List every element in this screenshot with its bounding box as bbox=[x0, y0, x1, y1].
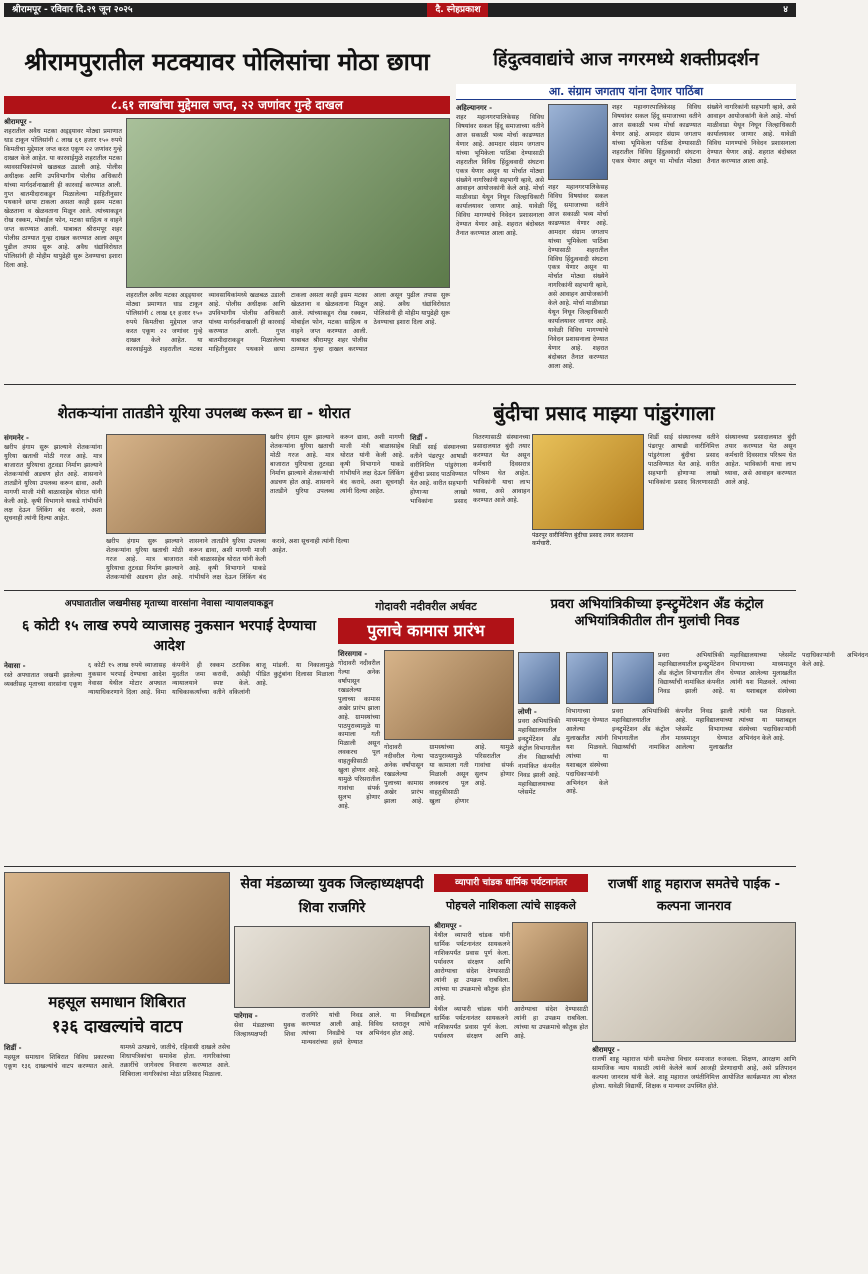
story9-photo bbox=[234, 926, 430, 1008]
story7-dateline: लोणी - bbox=[518, 708, 537, 716]
story9-headline: सेवा मंडळाच्या युवक जिल्हाध्यक्षपदी शिवा राजगिरे bbox=[240, 876, 424, 916]
story7-text-cont: प्रवरा अभियांत्रिकी महाविद्यालयातील इन्स्ट्रुमेंटेशन अँड कंट्रोल विभागातील तीन विद्यार्थ्यांची नामांकित कंपनीत निवड झाली आहे. महाविद्यालयाच्या प्लेसमेंट विभागाच्या माध्यमातून घेण्यात आलेल्या मुलाखतीत त्यांनी यश मिळवले. त्यांच्या या यशाबद्दल संस्थेच्या पदाधिकाऱ्यांनी अभिनंदन केले आहे. bbox=[612, 708, 796, 751]
story7-photo-student-3 bbox=[612, 652, 654, 704]
story10-dateline: श्रीरामपूर - bbox=[434, 922, 462, 930]
story3-photo bbox=[106, 434, 266, 534]
story4-body-right bbox=[648, 434, 796, 586]
story11-photo bbox=[592, 922, 796, 1042]
story2-text-mid: शहर महानगरपालिकेसह विविध विषयांवर सकल हिंदू समाजाच्या वतीने आज सकाळी भव्य मोर्चा काढण्यात येणार आहे. आमदार संग्राम जगताप यांच्या भूमिकेला पाठिंबा देण्यासाठी शहरातील विविध हिंदुत्ववादी संघटना एकत्र येणार असून या मोर्चात मोठ्या संख्येने नागरिकांनी सहभागी व्हावे, असे आवाहन आयोजकांनी केले आहे. मोर्चा माळीवाडा येथून निघून जिल्हाधिकारी कार्यालयावर जाणार आहे. यावेळी विविध मागण्यांचे निवेदन प्रशासनाला देण्यात येणार आहे. शहरात बंदोबस्त तैनात करण्यात आला आहे. bbox=[548, 184, 608, 370]
story1-headline: श्रीरामपुरातील मटक्यावर पोलिसांचा मोठा छापा bbox=[24, 48, 430, 76]
story10-text-cont: येथील व्यापारी चांडक यांनी धार्मिक पर्यटनानंतर सायकलने नाशिकपर्यंत प्रवास पूर्ण केला. पर्यावरण संरक्षण आणि आरोग्याचा संदेश देण्यासाठी त्यांनी हा उपक्रम राबविला. त्यांच्या या उपक्रमाचे कौतुक होत आहे. bbox=[434, 1006, 588, 1040]
story8-photo bbox=[4, 872, 230, 984]
story3-text-bottom: खरीप हंगाम सुरू झाल्याने शेतकऱ्यांना युरिया खताची मोठी गरज आहे. मात्र बाजारात युरियाचा तुटवडा निर्माण झाल्याने शेतकऱ्यांची अडचण होत आहे. शासनाने तातडीने युरिया उपलब्ध करून द्यावा, अशी मागणी माजी मंत्री बाळासाहेब थोरात यांनी केली आहे. कृषी विभागाने याकडे गांभीर्याने लक्ष देऊन लिंकिंग बंद करावे, अशा सूचनाही त्यांनी दिल्या आहेत. bbox=[106, 538, 350, 581]
story5-headline: ६ कोटी १५ लाख रुपये व्याजासह नुकसान भरपाई देण्याचा आदेश bbox=[21, 618, 317, 654]
story8-dateline: शिर्डी - bbox=[4, 1044, 22, 1052]
story1-body bbox=[4, 118, 122, 380]
story5-kicker: अपघातातील जखमीसह मृताच्या वारसांना नेवासा न्यायालयाकडून bbox=[64, 599, 274, 609]
story7-photo-student-1 bbox=[518, 652, 560, 704]
story6-headline: पुलाचे कामास प्रारंभ bbox=[338, 618, 514, 644]
story5-body bbox=[4, 662, 334, 862]
story1-dateline: श्रीरामपूर - bbox=[4, 118, 32, 126]
story3-body-left bbox=[4, 434, 102, 586]
story2-photo-portrait bbox=[548, 104, 608, 180]
story2-text: शहर महानगरपालिकेसह विविध विषयांवर सकल हिंदू समाजाच्या वतीने आज सकाळी भव्य मोर्चा काढण्यात येणार आहे. आमदार संग्राम जगताप यांच्या भूमिकेला पाठिंबा देण्यासाठी शहरातील विविध हिंदुत्ववादी संघटना एकत्र येणार असून या मोर्चात मोठ्या संख्येने नागरिकांनी सहभागी व्हावे, असे आवाहन आयोजकांनी केले आहे. मोर्चा माळीवाडा येथून निघून जिल्हाधिकारी कार्यालयावर जाणार आहे. यावेळी विविध मागण्यांचे निवेदन प्रशासनाला देण्यात येणार आहे. शहरात बंदोबस्त तैनात करण्यात आला आहे. bbox=[456, 113, 544, 238]
story7-text-top: प्रवरा अभियांत्रिकी महाविद्यालयातील इन्स्ट्रुमेंटेशन अँड कंट्रोल विभागातील तीन विद्यार्थ्यांची नामांकित कंपनीत निवड झाली आहे. महाविद्यालयाच्या प्लेसमेंट विभागाच्या माध्यमातून घेण्यात आलेल्या मुलाखतीत त्यांनी यश मिळवले. त्यांच्या या यशाबद्दल संस्थेच्या पदाधिकाऱ्यांनी अभिनंदन केले आहे. bbox=[658, 652, 868, 695]
story4-text-cont: शिर्डी साई संस्थानच्या वतीने पंढरपूर आषाढी वारीनिमित्त पांडुरंगाला बुंदीचा प्रसाद पाठविण्यात येत आहे. वारीत सहभागी होणाऱ्या लाखो भाविकांना प्रसाद वितरणासाठी संस्थानच्या प्रसादालयात बुंदी तयार करण्यात येत असून कर्मचारी दिवसरात्र परिश्रम घेत आहेत. भाविकांनी याचा लाभ घ्यावा, असे आवाहन करण्यात आले आहे. bbox=[648, 434, 796, 486]
story4-text: शिर्डी साई संस्थानच्या वतीने पंढरपूर आषाढी वारीनिमित्त पांडुरंगाला बुंदीचा प्रसाद पाठविण्यात येत आहे. वारीत सहभागी होणाऱ्या लाखो भाविकांना प्रसाद वितरणासाठी संस्थानच्या प्रसादालयात बुंदी तयार करण्यात येत असून कर्मचारी दिवसरात्र परिश्रम घेत आहेत. भाविकांनी याचा लाभ घ्यावा, असे आवाहन करण्यात आले आहे. bbox=[410, 434, 530, 505]
story4-caption: पंढरपूर वारीनिमित्त बुंदीचा प्रसाद तयार करताना कर्मचारी. bbox=[532, 532, 634, 547]
story3-body-bottom bbox=[106, 538, 350, 586]
story3-text-cont: खरीप हंगाम सुरू झाल्याने शेतकऱ्यांना युरिया खताची मोठी गरज आहे. मात्र बाजारात युरियाचा तुटवडा निर्माण झाल्याने शेतकऱ्यांची अडचण होत आहे. शासनाने तातडीने युरिया उपलब्ध करून द्यावा, अशी मागणी माजी मंत्री बाळासाहेब थोरात यांनी केली आहे. कृषी विभागाने याकडे गांभीर्याने लक्ष देऊन लिंकिंग बंद करावे, अशा सूचनाही त्यांनी दिल्या आहेत. bbox=[270, 434, 404, 495]
story9-text: सेवा मंडळाच्या युवक जिल्हाध्यक्षपदी शिवा राजगिरे यांची निवड करण्यात आली आहे. त्यांच्या निवडीचे पत्र मान्यवरांच्या हस्ते देण्यात आले. या निवडीबद्दल विविध स्तरातून त्यांचे अभिनंदन होत आहे. bbox=[234, 1012, 430, 1046]
story3-headline: शेतकऱ्यांना तातडीने यूरिया उपलब्ध करून द्या - थोरात bbox=[57, 404, 351, 422]
story2-dateline: अहिल्यानगर - bbox=[456, 104, 492, 112]
story6-body-left bbox=[338, 650, 380, 862]
story7-photo-student-2 bbox=[566, 652, 608, 704]
story7-body-top bbox=[658, 652, 868, 704]
divider-2 bbox=[4, 590, 796, 591]
story6-dateline: शिरसगाव - bbox=[338, 650, 368, 658]
story6-text: गोदावरी नदीवरील गेल्या अनेक वर्षांपासून रखडलेल्या पुलाच्या कामास अखेर प्रारंभ झाला आहे. ग्रामस्थांच्या पाठपुराव्यामुळे या कामाला गती मिळाली असून लवकरच पूल वाहतुकीसाठी खुला होणार आहे. यामुळे परिसरातील गावांचा संपर्क सुलभ होणार आहे. bbox=[338, 659, 380, 810]
story4-dateline: शिर्डी - bbox=[410, 434, 428, 442]
story1-body-cont bbox=[126, 292, 450, 380]
story9-dateline: पारेगाव - bbox=[234, 1012, 258, 1020]
story10-photo-portrait bbox=[512, 922, 588, 1002]
divider-1 bbox=[4, 384, 796, 385]
story1-subheadline: ८.६१ लाखांचा मुद्देमाल जप्त, २२ जणांवर गुन्हे दाखल bbox=[4, 96, 450, 114]
story6-text-cont: गोदावरी नदीवरील गेल्या अनेक वर्षांपासून रखडलेल्या पुलाच्या कामास अखेर प्रारंभ झाला आहे. ग्रामस्थांच्या पाठपुराव्यामुळे या कामाला गती मिळाली असून लवकरच पूल वाहतुकीसाठी खुला होणार आहे. यामुळे परिसरातील गावांचा संपर्क सुलभ होणार आहे. bbox=[384, 744, 514, 805]
story11-headline: राजर्षी शाहू महाराज समतेचे पाईक - कल्पना जानराव bbox=[607, 877, 781, 914]
story3-dateline: संगमनेर - bbox=[4, 434, 29, 442]
story10-body-bottom bbox=[434, 1006, 588, 1270]
story2-subheadline: आ. संग्राम जगताप यांना देणार पाठिंबा bbox=[456, 84, 796, 100]
story6-body-right bbox=[384, 744, 514, 862]
story7-headline: प्रवरा अभियांत्रिकीच्या इन्स्ट्रुमेंटेशन अँड कंट्रोल अभियांत्रिकीतील तीन मुलांची निवड bbox=[550, 597, 764, 629]
story2-body-mid bbox=[548, 184, 608, 380]
story4-photo-bundi bbox=[532, 434, 644, 530]
story6-photo bbox=[384, 650, 514, 740]
story9-body bbox=[234, 1012, 430, 1270]
story2-headline: हिंदुत्ववाद्यांचे आज नगरमध्ये शक्तीप्रदर्शन bbox=[493, 49, 759, 70]
story3-text: खरीप हंगाम सुरू झाल्याने शेतकऱ्यांना युरिया खताची मोठी गरज आहे. मात्र बाजारात युरियाचा तुटवडा निर्माण झाल्याने शेतकऱ्यांची अडचण होत आहे. शासनाने तातडीने युरिया उपलब्ध करून द्यावा, अशी मागणी माजी मंत्री बाळासाहेब थोरात यांनी केली आहे. कृषी विभागाने याकडे गांभीर्याने लक्ष देऊन लिंकिंग बंद करावे, अशा सूचनाही त्यांनी दिल्या आहेत. bbox=[4, 443, 102, 523]
page-number: ४ bbox=[783, 4, 788, 15]
story2-body-left bbox=[456, 104, 544, 380]
story8-subheadline: १३६ दाखल्यांचे वाटप bbox=[51, 1017, 183, 1037]
story5-dateline: नेवासा - bbox=[4, 662, 26, 670]
story11-dateline: श्रीरामपूर - bbox=[592, 1046, 620, 1054]
story2-body-right bbox=[612, 104, 796, 380]
masthead-paper-name: दै. स्नेहप्रकाश bbox=[427, 3, 488, 17]
story6-kicker: गोदावरी नदीवरील अर्धवट bbox=[375, 600, 477, 613]
story3-body-right bbox=[270, 434, 404, 586]
story10-kicker: व्यापारी चांडक धार्मिक पर्यटनानंतर bbox=[434, 874, 588, 892]
story4-headline: बुंदीचा प्रसाद माझ्या पांडुरंगाला bbox=[493, 401, 715, 425]
story1-text-cont: शहरातील अवैध मटका अड्ड्यावर मोठ्या प्रमाणात धाड टाकून पोलिसांनी ८ लाख ६१ हजार १५० रुपये किमतीचा मुद्देमाल जप्त करत एकूण २२ जणांवर गुन्हे दाखल केले आहेत. या कारवाईमुळे शहरातील मटका व्यावसायिकांमध्ये खळबळ उडाली आहे. पोलीस अधीक्षक आणि उपविभागीय पोलीस अधिकारी यांच्या मार्गदर्शनाखाली ही कारवाई करण्यात आली. गुप्त बातमीदाराकडून मिळालेल्या माहितीनुसार पथकाने छापा टाकला असता काही इसम मटका खेळताना व खेळवताना मिळून आले. त्यांच्याकडून रोख रक्कम, मोबाईल फोन, मटका साहित्य व वाहने जप्त करण्यात आली. याबाबत श्रीरामपूर शहर पोलीस ठाण्यात गुन्हा दाखल करण्यात आला असून पुढील तपास सुरू आहे. अवैध धंद्यांविरोधात पोलिसांनी ही मोहीम यापुढेही सुरू ठेवण्याचा इशारा दिला आहे. bbox=[126, 292, 450, 353]
story1-photo-raid bbox=[126, 118, 450, 288]
story1-text: शहरातील अवैध मटका अड्ड्यावर मोठ्या प्रमाणात धाड टाकून पोलिसांनी ८ लाख ६१ हजार १५० रुपये किमतीचा मुद्देमाल जप्त करत एकूण २२ जणांवर गुन्हे दाखल केले आहेत. या कारवाईमुळे शहरातील मटका व्यावसायिकांमध्ये खळबळ उडाली आहे. पोलीस अधीक्षक आणि उपविभागीय पोलीस अधिकारी यांच्या मार्गदर्शनाखाली ही कारवाई करण्यात आली. गुप्त बातमीदाराकडून मिळालेल्या माहितीनुसार पथकाने छापा टाकला असता काही इसम मटका खेळताना व खेळवताना मिळून आले. त्यांच्याकडून रोख रक्कम, मोबाईल फोन, मटका साहित्य व वाहने जप्त करण्यात आली. याबाबत श्रीरामपूर शहर पोलीस ठाण्यात गुन्हा दाखल करण्यात आला असून पुढील तपास सुरू आहे. अवैध धंद्यांविरोधात पोलिसांनी ही मोहीम यापुढेही सुरू ठेवण्याचा इशारा दिला आहे. bbox=[4, 127, 122, 269]
divider-3 bbox=[4, 866, 796, 867]
story8-headline: महसूल समाधान शिबिरात bbox=[48, 993, 186, 1011]
story2-text-cont: शहर महानगरपालिकेसह विविध विषयांवर सकल हिंदू समाजाच्या वतीने आज सकाळी भव्य मोर्चा काढण्यात येणार आहे. आमदार संग्राम जगताप यांच्या भूमिकेला पाठिंबा देण्यासाठी शहरातील विविध हिंदुत्ववादी संघटना एकत्र येणार असून या मोर्चात मोठ्या संख्येने नागरिकांनी सहभागी व्हावे, असे आवाहन आयोजकांनी केले आहे. मोर्चा माळीवाडा येथून निघून जिल्हाधिकारी कार्यालयावर जाणार आहे. यावेळी विविध मागण्यांचे निवेदन प्रशासनाला देण्यात येणार आहे. शहरात बंदोबस्त तैनात करण्यात आला आहे. bbox=[612, 104, 796, 165]
story7-body-right bbox=[612, 708, 796, 862]
story10-text: येथील व्यापारी चांडक यांनी धार्मिक पर्यटनानंतर सायकलने नाशिकपर्यंत प्रवास पूर्ण केला. पर्यावरण संरक्षण आणि आरोग्याचा संदेश देण्यासाठी त्यांनी हा उपक्रम राबविला. त्यांच्या या उपक्रमाचे कौतुक होत आहे. bbox=[434, 931, 510, 1002]
story8-body bbox=[4, 1044, 230, 1270]
story7-body-left bbox=[518, 708, 608, 862]
story11-body bbox=[592, 1046, 796, 1270]
masthead-date: श्रीरामपूर - रविवार दि.२९ जून २०२५ bbox=[12, 4, 133, 15]
story7-text: प्रवरा अभियांत्रिकी महाविद्यालयातील इन्स्ट्रुमेंटेशन अँड कंट्रोल विभागातील तीन विद्यार्थ्यांची नामांकित कंपनीत निवड झाली आहे. महाविद्यालयाच्या प्लेसमेंट विभागाच्या माध्यमातून घेण्यात आलेल्या मुलाखतीत त्यांनी यश मिळवले. त्यांच्या या यशाबद्दल संस्थेच्या पदाधिकाऱ्यांनी अभिनंदन केले आहे. bbox=[518, 708, 608, 797]
story10-body-left bbox=[434, 922, 510, 1002]
story5-text: रस्ते अपघातात जखमी झालेल्या व्यक्तीसह मृताच्या वारसांना एकूण ६ कोटी १५ लाख रुपये व्याजासह नुकसान भरपाई देण्याचा आदेश नेवासा येथील मोटार अपघात न्यायाधिकरणाने दिला आहे. विमा कंपनीने ही रक्कम ठराविक मुदतीत जमा करावी, असेही न्यायालयाने स्पष्ट केले. याचिकाकर्त्यांच्या वतीने वकिलांनी बाजू मांडली. या निकालामुळे पीडित कुटुंबांना दिलासा मिळाला आहे. bbox=[4, 662, 334, 696]
story10-headline: पोहचले नाशिकला त्यांचे साइकले bbox=[446, 899, 576, 912]
story11-text: राजर्षी शाहू महाराज यांनी समतेचा विचार समाजात रुजवला. शिक्षण, आरक्षण आणि सामाजिक न्याय यासाठी त्यांनी केलेले कार्य आजही प्रेरणादायी आहे, असे प्रतिपादन कल्पना जानराव यांनी केले. शाहू महाराज जयंतीनिमित्त आयोजित कार्यक्रमात त्या बोलत होत्या. यावेळी विद्यार्थी, शिक्षक व मान्यवर उपस्थित होते. bbox=[592, 1055, 796, 1090]
story8-text: महसूल समाधान शिबिरात विविध प्रकारच्या एकूण १३६ दाखल्यांचे वाटप करण्यात आले. यामध्ये उत्पन्नाचे, जातीचे, रहिवासी दाखले तसेच शिधापत्रिकांचा समावेश होता. नागरिकांच्या तक्रारींचे जागेवरच निवारण करण्यात आले. शिबिराला नागरिकांचा मोठा प्रतिसाद मिळाला. bbox=[4, 1044, 230, 1078]
story4-body-left bbox=[410, 434, 530, 586]
masthead-bar bbox=[4, 3, 796, 17]
